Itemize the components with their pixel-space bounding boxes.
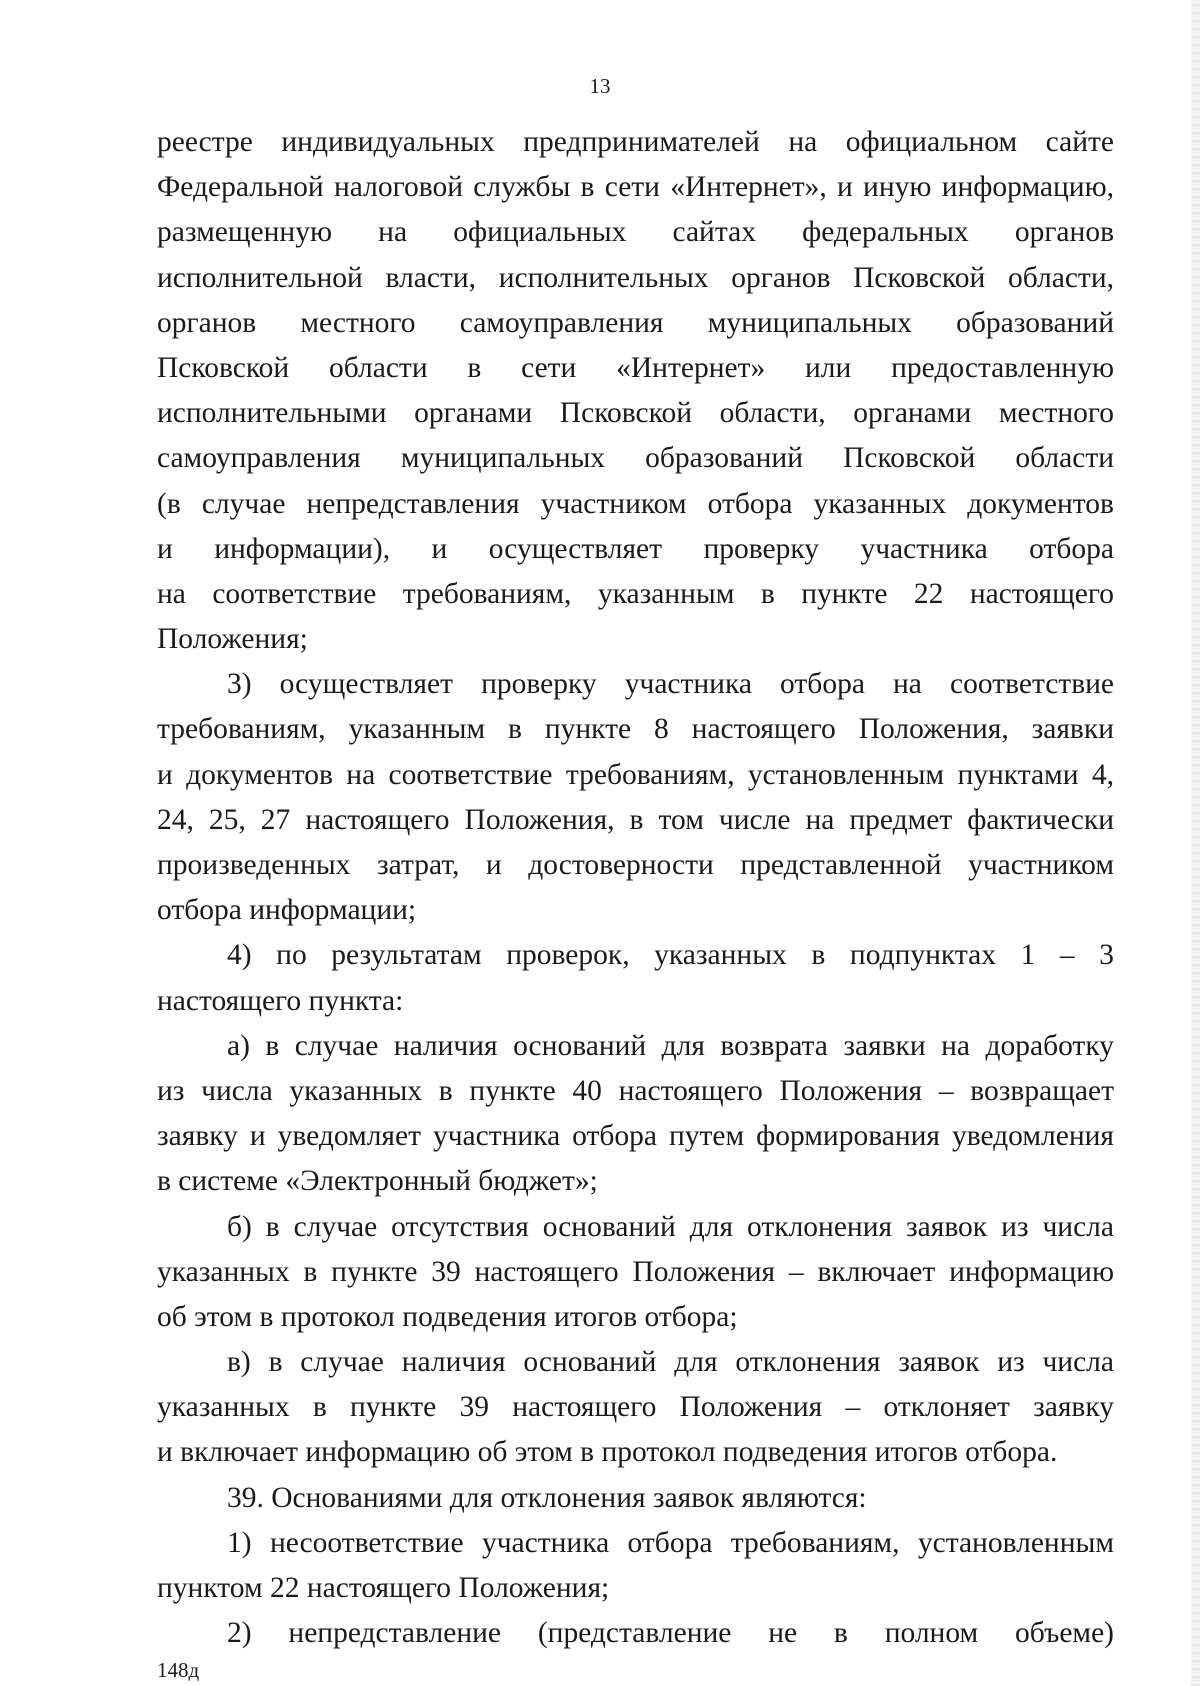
text-line: Положения; (157, 623, 308, 656)
text-line: из числа указанных в пункте 40 настоящего Положения – возвращает (157, 1074, 1114, 1107)
paragraph-subitem-b (157, 1205, 1114, 1341)
text-line: 1) несоответствие участника отбора требованиям, установленным (227, 1526, 1114, 1559)
text-line: и информации), и осуществляет проверку участника отбора (157, 532, 1114, 565)
text-line: об этом в протокол подведения итогов отбора; (157, 1300, 738, 1333)
document-body (157, 120, 1114, 1656)
text-line: Псковской области в сети «Интернет» или предоставленную (157, 351, 1114, 384)
text-line: настоящего пункта: (157, 984, 404, 1017)
paragraph-clause-39-item-1 (157, 1521, 1114, 1611)
text-line: на соответствие требованиям, указанным в пункте 22 настоящего (157, 577, 1114, 610)
text-line: 3) осуществляет проверку участника отбора на соответствие (227, 668, 1114, 701)
text-line: Федеральной налоговой службы в сети «Интернет», и иную информацию, (157, 171, 1114, 204)
scan-edge (1191, 0, 1200, 1686)
text-line: исполнительной власти, исполнительных органов Псковской области, (157, 261, 1114, 294)
text-line: отбора информации; (157, 894, 417, 927)
paragraph-clause-39-item-2 (157, 1611, 1114, 1656)
text-line: и документов на соответствие требованиям, установленным пунктами 4, (157, 758, 1114, 791)
text-line: 39. Основаниями для отклонения заявок являются: (227, 1481, 867, 1514)
text-line: указанных в пункте 39 настоящего Положения – включает информацию (157, 1255, 1114, 1288)
text-line: в) в случае наличия оснований для отклонения заявок из числа (227, 1346, 1114, 1379)
text-line: 4) по результатам проверок, указанных в подпунктах 1 – 3 (227, 939, 1114, 972)
paragraph-subitem-a (157, 1024, 1114, 1205)
text-line: указанных в пункте 39 настоящего Положения – отклоняет заявку (157, 1391, 1114, 1424)
text-line: требованиям, указанным в пункте 8 настоящего Положения, заявки (157, 713, 1114, 746)
text-line: б) в случае отсутствия оснований для отклонения заявок из числа (227, 1210, 1114, 1243)
text-line: размещенную на официальных сайтах федеральных органов (157, 216, 1114, 249)
paragraph-item-4 (157, 933, 1114, 1023)
paragraph-continuation (157, 120, 1114, 662)
text-line: 24, 25, 27 настоящего Положения, в том числе на предмет фактически (157, 803, 1114, 836)
text-line: и включает информацию об этом в протокол подведения итогов отбора. (157, 1436, 1058, 1469)
text-line: в системе «Электронный бюджет»; (157, 1165, 598, 1198)
paragraph-item-3 (157, 662, 1114, 933)
text-line: произведенных затрат, и достоверности представленной участником (157, 849, 1114, 881)
text-line: исполнительными органами Псковской области, органами местного (157, 397, 1114, 430)
text-line: а) в случае наличия оснований для возврата заявки на доработку (227, 1029, 1114, 1062)
text-line: пунктом 22 настоящего Положения; (157, 1572, 610, 1604)
text-line: (в случае непредставления участником отбора указанных документов (157, 487, 1114, 520)
text-line: самоуправления муниципальных образований Псковской области (157, 442, 1114, 475)
text-line: заявку и уведомляет участника отбора путем формирования уведомления (157, 1120, 1114, 1153)
text-line: органов местного самоуправления муниципальных образований (157, 306, 1114, 339)
page-number: 13 (589, 74, 611, 98)
paragraph-subitem-v (157, 1340, 1114, 1476)
text-line: реестре индивидуальных предпринимателей на официальном сайте (157, 126, 1114, 158)
text-line: 2) непредставление (представление не в полном объеме) (227, 1617, 1114, 1650)
document-code: 148д (157, 1658, 200, 1682)
paragraph-clause-39 (157, 1476, 1114, 1521)
